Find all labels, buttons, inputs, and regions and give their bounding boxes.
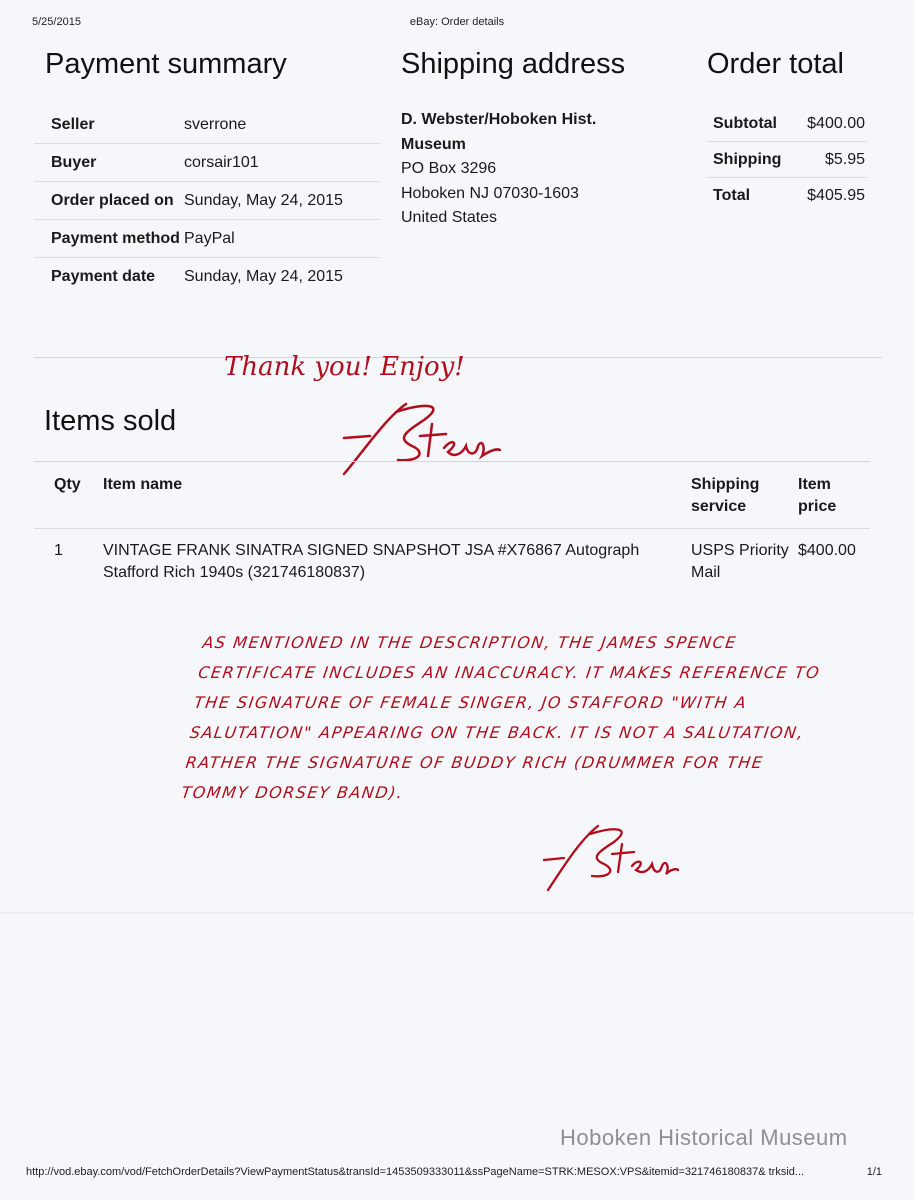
payment-value: Sunday, May 24, 2015	[184, 268, 343, 285]
items-sold-heading: Items sold	[44, 405, 177, 437]
payment-row-order-placed	[34, 182, 380, 220]
col-item-name: Item name	[103, 462, 691, 529]
total-row	[707, 142, 867, 178]
total-label: Total	[713, 187, 751, 204]
payment-row-date	[34, 258, 380, 296]
address-line1: PO Box 3296	[401, 160, 497, 177]
buyer-link[interactable]: corsair101	[184, 144, 380, 182]
recipient-name: D. Webster/Hoboken Hist. Museum	[401, 111, 597, 153]
handwritten-note: AS MENTIONED IN THE DESCRIPTION, THE JAMES SPENCE CERTIFICATE INCLUDES AN INACCURACY. IT MAKES REFERENCE TO THE SIGNATURE OF FEMALE SINGER, JO STAFFORD "WITH A SALUTATION" APPEARING ON THE BACK. IT IS NOT A SALUTATION, RATHER THE SIGNATURE OF BUDDY RICH (DRUMMER FOR THE TOMMY DORSEY BAND).	[180, 633, 822, 802]
item-name-link[interactable]: VINTAGE FRANK SINATRA SIGNED SNAPSHOT JSA #X76867 Autograph Stafford Rich 1940s (321746180837)	[103, 542, 640, 581]
item-shipping: USPS Priority Mail	[691, 542, 789, 581]
payment-value: PayPal	[184, 220, 380, 258]
payment-label: Payment date	[51, 268, 156, 285]
total-value: $5.95	[792, 142, 867, 178]
payment-label: Buyer	[34, 144, 184, 182]
col-price: Item price	[798, 462, 870, 529]
payment-value: Sunday, May 24, 2015	[184, 182, 380, 220]
col-shipping: Shipping service	[691, 462, 798, 529]
shipping-address-block	[401, 108, 651, 231]
watermark: Hoboken Historical Museum	[560, 1125, 848, 1150]
payment-label: Order placed on	[34, 182, 184, 220]
payment-row-seller	[34, 106, 380, 144]
handwritten-signature-2	[540, 822, 680, 894]
total-value: $405.95	[807, 187, 865, 204]
total-row	[707, 106, 867, 142]
seller-link[interactable]: sverrone	[184, 106, 380, 144]
print-header	[32, 16, 882, 32]
order-total-table	[707, 106, 867, 213]
order-total-heading: Order total	[707, 48, 844, 80]
total-label: Shipping	[707, 142, 792, 178]
item-qty: 1	[54, 542, 63, 559]
payment-label: Payment method	[34, 220, 184, 258]
shipping-address-heading: Shipping address	[401, 48, 626, 80]
items-header-row	[34, 462, 870, 529]
item-price: $400.00	[798, 542, 856, 559]
items-table	[34, 461, 870, 584]
total-label: Subtotal	[707, 106, 792, 142]
page-number: 1/1	[866, 1166, 882, 1178]
paper-fold-line	[0, 912, 914, 914]
payment-row-method	[34, 220, 380, 258]
address-line2: Hoboken NJ 07030-1603	[401, 184, 579, 202]
payment-row-buyer	[34, 144, 380, 182]
payment-label: Seller	[34, 106, 184, 144]
address-country: United States	[401, 209, 498, 226]
footer-url: http://vod.ebay.com/vod/FetchOrderDetails?ViewPaymentStatus&transId=1453509333011&ssPageName=STRK:MESOX:VPS&itemid=321746180837& trksid...	[26, 1166, 805, 1178]
col-qty: Qty	[34, 462, 103, 529]
print-date: 5/25/2015	[32, 16, 81, 28]
payment-summary-table	[34, 106, 380, 295]
total-row	[707, 178, 867, 214]
print-footer	[26, 1166, 882, 1182]
print-title: eBay: Order details	[409, 16, 505, 28]
total-value: $400.00	[792, 106, 867, 142]
payment-summary-heading: Payment summary	[45, 48, 287, 80]
table-row	[34, 529, 870, 585]
handwritten-thanks: Thank you! Enjoy!	[224, 352, 465, 382]
